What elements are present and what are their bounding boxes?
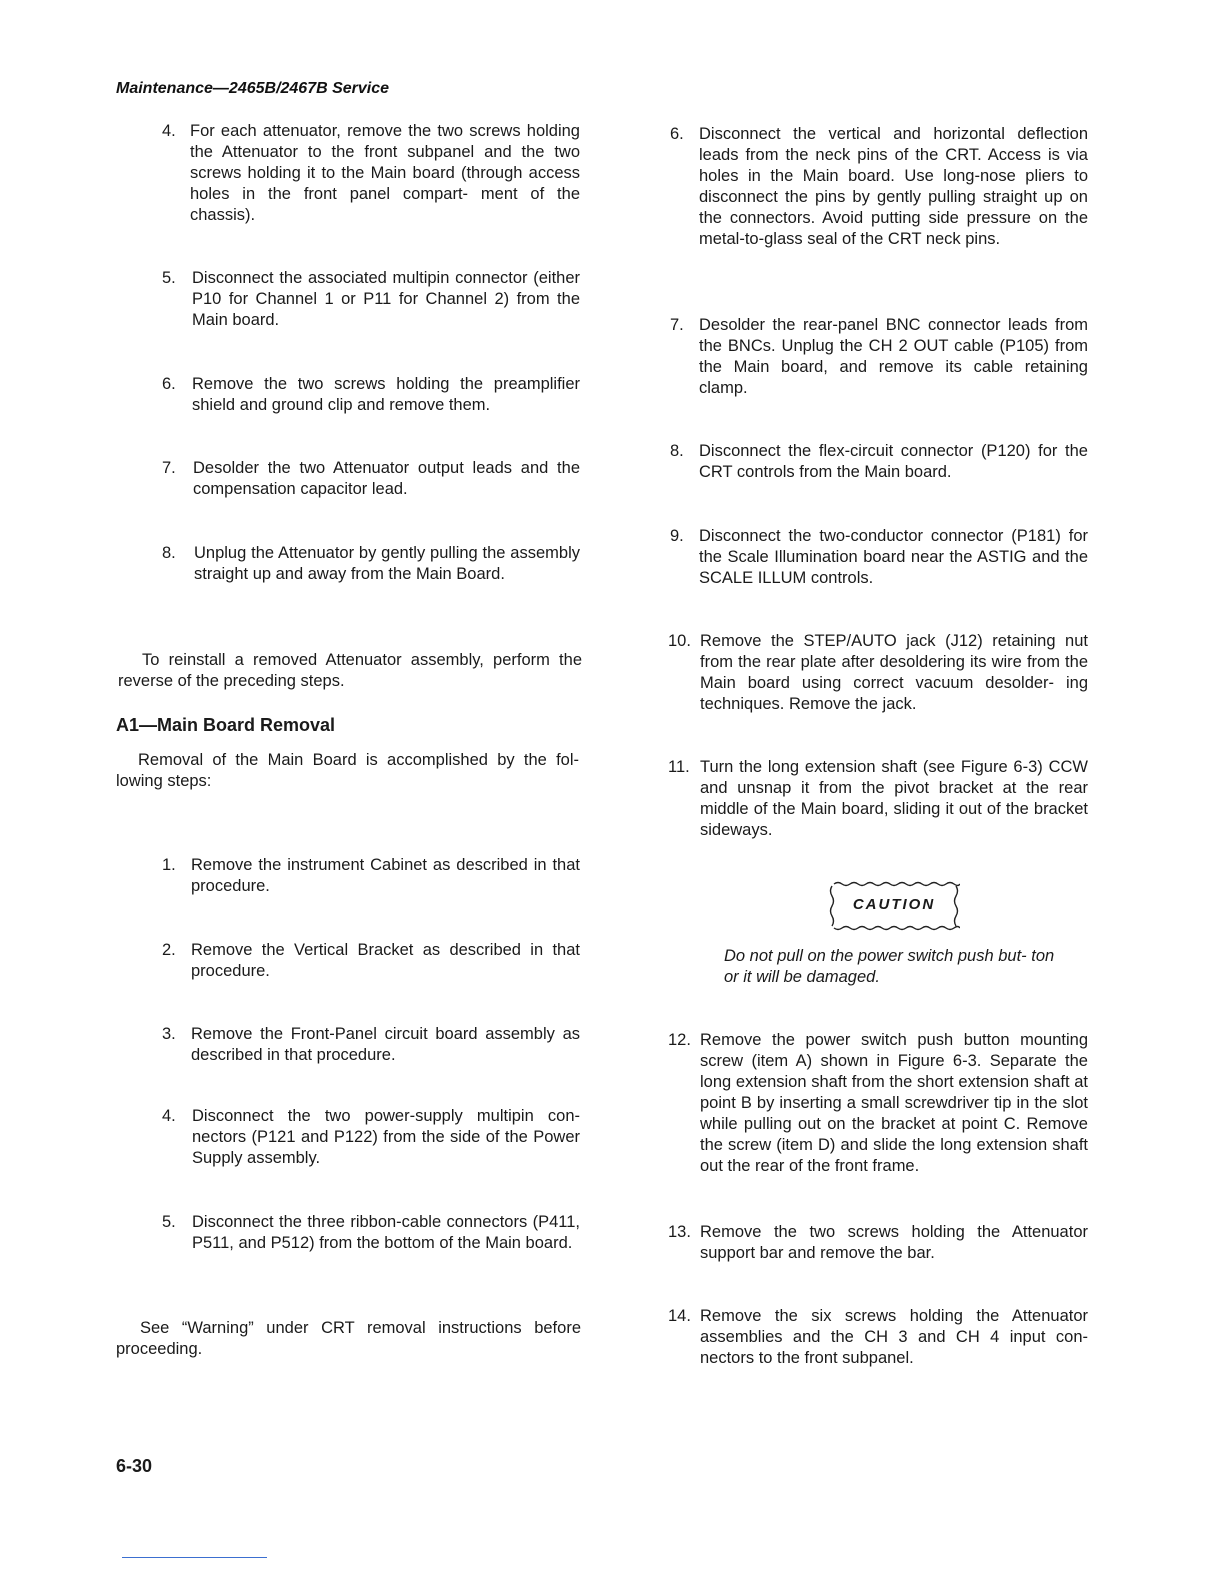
list-item <box>670 526 1088 592</box>
bottom-rule <box>122 1557 267 1558</box>
step-text: Remove the Front-Panel circuit board assembly as described in that procedure. <box>191 1025 580 1064</box>
step-number: 8. <box>162 544 176 562</box>
step-text: Disconnect the two power-supply multipin con- nectors (P121 and P122) from the side of the Power Supply assembly. <box>192 1107 580 1167</box>
step-text: Unplug the Attenuator by gently pulling the assembly straight up and away from the Main Board. <box>194 544 580 583</box>
step-number: 11. <box>668 758 690 776</box>
list-item <box>670 124 1088 274</box>
list-item <box>162 1024 580 1068</box>
step-text: Disconnect the two-conductor connector (P181) for the Scale Illumination board near the ASTIG and the SCALE ILLUM controls. <box>699 527 1088 587</box>
step-number: 3. <box>162 1025 176 1043</box>
list-item <box>162 855 580 899</box>
list-item <box>668 1306 1088 1372</box>
reinstall-paragraph: To reinstall a removed Attenuator assembly, perform the reverse of the preceding steps. <box>118 651 582 690</box>
warning-paragraph: See “Warning” under CRT removal instructions before proceeding. <box>116 1319 581 1358</box>
list-item <box>668 1030 1088 1200</box>
step-text: Disconnect the flex-circuit connector (P120) for the CRT controls from the Main board. <box>699 442 1088 481</box>
step-text: Remove the STEP/AUTO jack (J12) retaining nut from the rear plate after desoldering its wire from the Main board using correct vacuum desolder- ing techniques. Remove the jack. <box>700 632 1088 713</box>
step-text: For each attenuator, remove the two screws holding the Attenuator to the front subpanel and the two screws holding it to the Main board (through access holes in the front panel compart- ment of the chassis). <box>190 122 580 224</box>
step-text: Disconnect the associated multipin connector (either P10 for Channel 1 or P11 for Channel 2) from the Main board. <box>192 269 580 329</box>
caution-label: CAUTION <box>852 896 936 913</box>
list-item <box>162 543 580 609</box>
list-item <box>162 1106 580 1172</box>
list-item <box>668 1222 1088 1266</box>
step-text: Remove the six screws holding the Attenuator assemblies and the CH 3 and CH 4 input con- nectors to the front subpanel. <box>700 1307 1088 1367</box>
list-item <box>162 374 580 418</box>
list-item <box>162 458 580 502</box>
step-number: 8. <box>670 442 684 460</box>
step-number: 7. <box>162 459 176 477</box>
step-text: Remove the two screws holding the Attenuator support bar and remove the bar. <box>700 1223 1088 1262</box>
step-text: Disconnect the vertical and horizontal deflection leads from the neck pins of the CRT. Access is via holes in the Main board. Use long-nose pliers to disconnect the pins by gently pulling straight up on the connectors. Avoid putting side pressure on the metal-to-glass seal of the CRT neck pins. <box>699 125 1088 248</box>
list-item <box>162 940 580 984</box>
list-item <box>668 757 1088 843</box>
step-text: Remove the instrument Cabinet as described in that procedure. <box>191 856 580 895</box>
caution-text: Do not pull on the power switch push but- ton or it will be damaged. <box>724 947 1055 986</box>
step-number: 7. <box>670 316 684 334</box>
list-item <box>162 268 580 334</box>
step-number: 6. <box>162 375 176 393</box>
step-number: 6. <box>670 125 684 143</box>
list-item <box>670 315 1088 401</box>
step-number: 12. <box>668 1031 691 1049</box>
step-number: 5. <box>162 269 176 287</box>
step-number: 2. <box>162 941 176 959</box>
step-number: 14. <box>668 1307 691 1325</box>
list-item <box>668 631 1088 717</box>
step-number: 9. <box>670 527 684 545</box>
section-title: A1—Main Board Removal <box>116 715 336 735</box>
step-text: Turn the long extension shaft (see Figure 6-3) CCW and unsnap it from the pivot bracket at the rear middle of the Main board, sliding it out of the bracket sideways. <box>700 758 1088 839</box>
step-text: Remove the two screws holding the preamplifier shield and ground clip and remove them. <box>192 375 580 414</box>
step-text: Disconnect the three ribbon-cable connectors (P411, P511, and P512) from the bottom of the Main board. <box>192 1213 580 1252</box>
step-number: 5. <box>162 1213 176 1231</box>
step-number: 1. <box>162 856 176 874</box>
step-number: 4. <box>162 122 176 140</box>
step-text: Desolder the rear-panel BNC connector leads from the BNCs. Unplug the CH 2 OUT cable (P105) from the Main board, and remove its cable retaining clamp. <box>699 316 1088 397</box>
list-item <box>670 441 1088 485</box>
step-text: Remove the power switch push button mounting screw (item A) shown in Figure 6-3. Separate the long extension shaft from the short extension shaft at point B by inserting a small screwdriver tip in the slot while pulling out on the bracket at point C. Remove the screw (item D) and slide the long extension shaft out the rear of the front frame. <box>700 1031 1088 1175</box>
caution-box <box>828 880 960 932</box>
list-item <box>162 121 580 224</box>
section-intro: Removal of the Main Board is accomplished by the fol- lowing steps: <box>116 751 579 790</box>
step-number: 10. <box>668 632 691 650</box>
page-header: Maintenance—2465B/2467B Service <box>116 80 390 97</box>
step-number: 4. <box>162 1107 176 1125</box>
step-number: 13. <box>668 1223 691 1241</box>
step-text: Desolder the two Attenuator output leads and the compensation capacitor lead. <box>193 459 580 498</box>
page-number: 6-30 <box>116 1456 153 1476</box>
list-item <box>162 1212 580 1278</box>
step-text: Remove the Vertical Bracket as described in that procedure. <box>191 941 580 980</box>
